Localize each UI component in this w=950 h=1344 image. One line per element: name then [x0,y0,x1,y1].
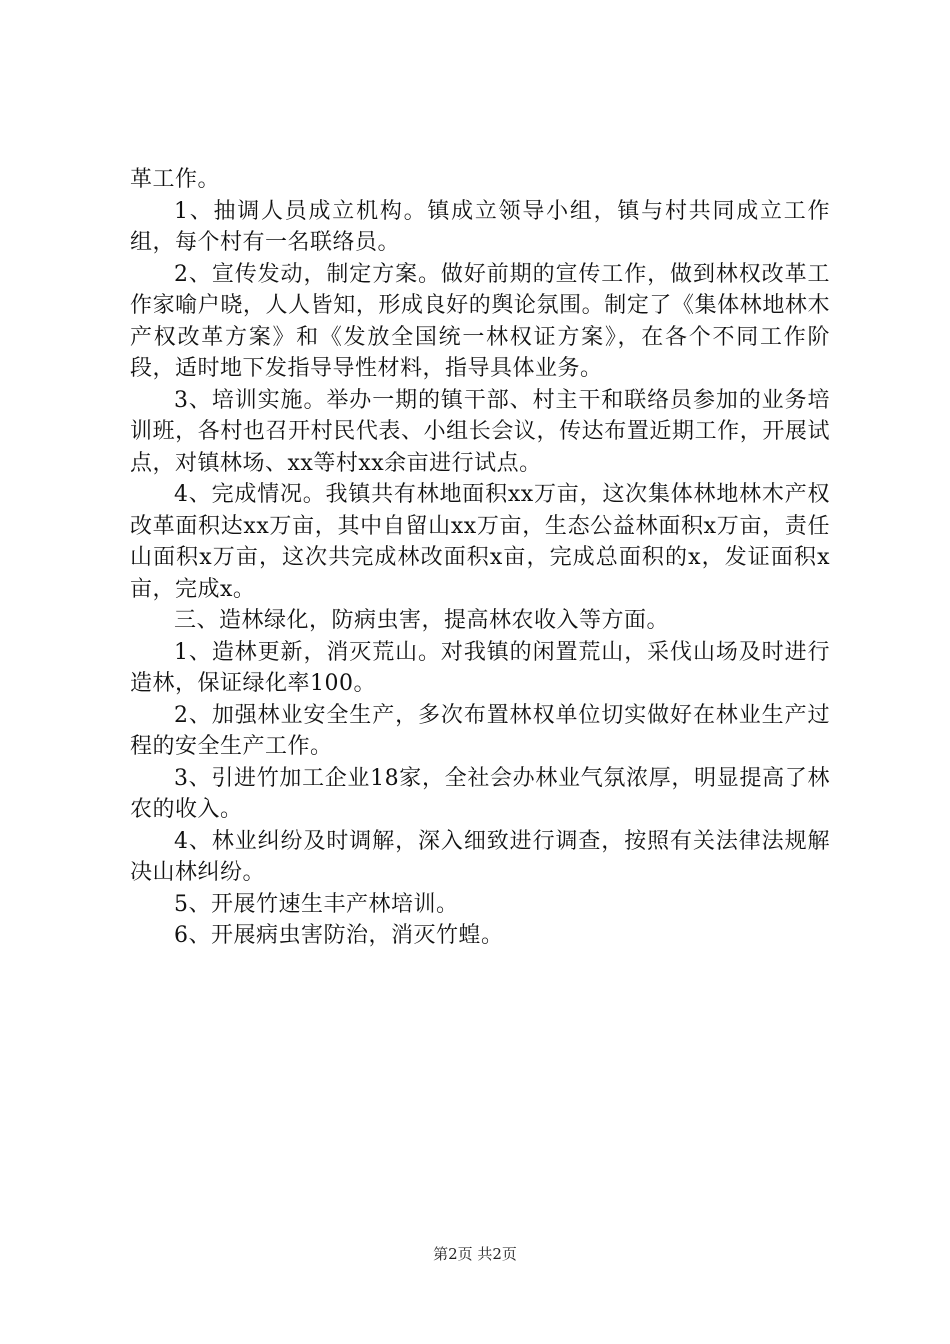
page-number-label: 第2页 共2页 [433,1245,517,1263]
paragraph-section3-item-1: 1、造林更新，消灭荒山。对我镇的闲置荒山，采伐山场及时进行造林，保证绿化率100。 [130,639,830,696]
paragraph-item-4: 4、完成情况。我镇共有林地面积xx万亩，这次集体林地林木产权改革面积达xx万亩，其中自留山xx万亩，生态公益林面积x万亩，责任山面积x万亩，这次共完成林改面积x亩，完成总面积的x，发证面积x亩，完成x。 [130,482,830,602]
paragraph-continuation: 革工作。 [130,167,221,192]
paragraph-section3-item-5: 5、开展竹速生丰产林培训。 [174,891,459,917]
page-footer [0,1244,950,1264]
paragraph-section3-item-3: 3、引进竹加工企业18家，全社会办林业气氛浓厚，明显提高了林农的收入。 [130,765,830,822]
paragraph-section3-item-6: 6、开展病虫害防治，消灭竹蝗。 [174,923,504,948]
paragraph-section3-item-4: 4、林业纠纷及时调解，深入细致进行调查，按照有关法律法规解决山林纠纷。 [130,828,830,885]
paragraph-item-2: 2、宣传发动，制定方案。做好前期的宣传工作，做到林权改革工作家喻户晓，人人皆知，形成良好的舆论氛围。制定了《集体林地林木产权改革方案》和《发放全国统一林权证方案》，在各个不同工作阶段，适时地下发指导导性材料，指导具体业务。 [130,261,830,381]
paragraph-section3-item-2: 2、加强林业安全生产，多次布置林权单位切实做好在林业生产过程的安全生产工作。 [130,702,830,759]
section-heading-3: 三、造林绿化，防病虫害，提高林农收入等方面。 [174,608,670,633]
paragraph-item-3: 3、培训实施。举办一期的镇干部、村主干和联络员参加的业务培训班，各村也召开村民代表、小组长会议，传达布置近期工作，开展试点，对镇林场、xx等村xx余亩进行试点。 [130,387,830,476]
paragraph-item-1: 1、抽调人员成立机构。镇成立领导小组，镇与村共同成立工作组，每个村有一名联络员。 [130,198,830,255]
document-body [130,164,830,952]
